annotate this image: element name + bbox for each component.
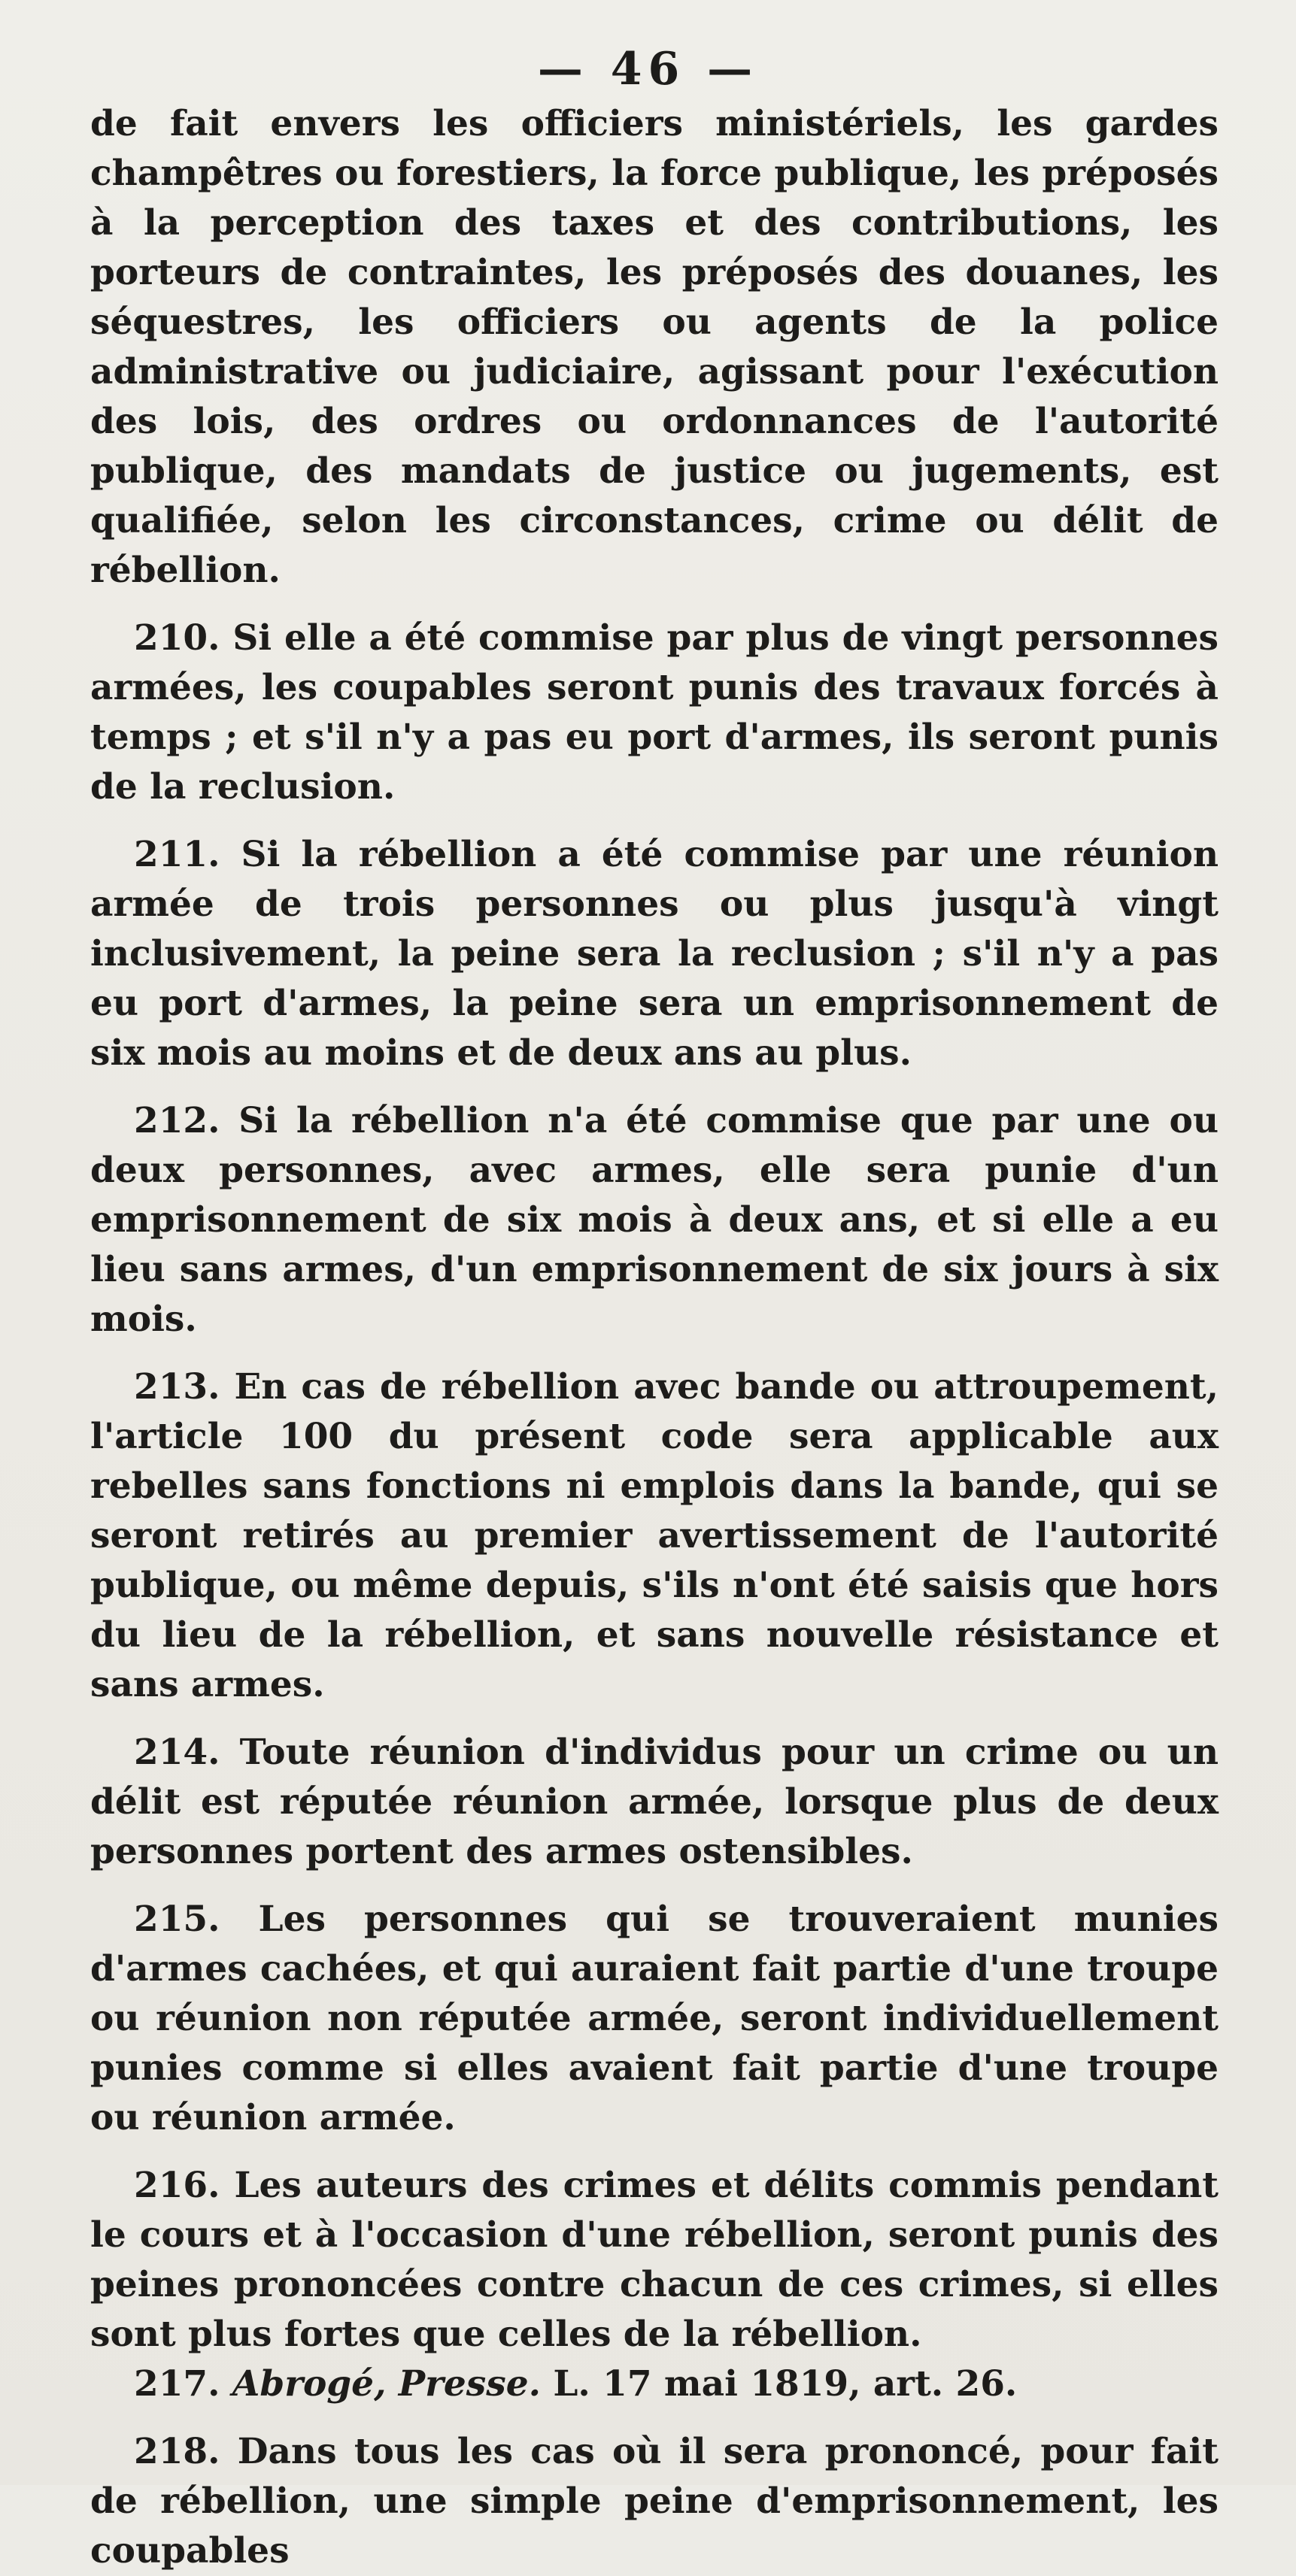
article-218: 218. Dans tous les cas où il sera prononcé, pour fait de rébellion, une simple peine d'emprisonnement, les coupables: [90, 2431, 1219, 2571]
article-215: 215. Les personnes qui se trouveraient munies d'armes cachées, et qui auraient fait partie d'une troupe ou réunion non réputée armée, seront individuellement punies comme si elles avaient fait partie d'une troupe ou réunion armée.: [90, 1899, 1219, 2138]
article-214: 214. Toute réunion d'individus pour un crime ou un délit est réputée réunion armée, lorsque plus de deux personnes portent des armes ostensibles.: [90, 1732, 1219, 1872]
article-211: 211. Si la rébellion a été commise par une réunion armée de trois personnes ou plus jusqu'à vingt inclusivement, la peine sera la reclusion ; s'il n'y a pas eu port d'armes, la peine sera un emprisonnement de six mois au moins et de deux ans au plus.: [90, 834, 1219, 1074]
body-text: [90, 99, 1219, 2576]
article-210: 210. Si elle a été commise par plus de vingt personnes armées, les coupables seront punis des travaux forcés à temps ; et s'il n'y a pas eu port d'armes, ils seront punis de la reclusion.: [90, 617, 1219, 808]
article-216: 216. Les auteurs des crimes et délits commis pendant le cours et à l'occasion d'une rébellion, seront punis des peines prononcées contre chacun de ces crimes, si elles sont plus fortes que celles de la rébellion.: [90, 2165, 1219, 2355]
article-217: [90, 2359, 1219, 2409]
paragraph-continuation: de fait envers les officiers ministériels, les gardes champêtres ou forestiers, la force publique, les préposés à la perception des taxes et des contributions, les porteurs de contraintes, les préposés des douanes, les séquestres, les officiers ou agents de la police administrative ou judiciaire, agissant pour l'exécution des lois, des ordres ou ordonnances de l'autorité publique, des mandats de justice ou jugements, est qualifiée, selon les circonstances, crime ou délit de rébellion.: [90, 103, 1219, 591]
article-217-label: Abrogé, Presse.: [232, 2363, 541, 2405]
article-217-reference: L. 17 mai 1819, art. 26.: [553, 2363, 1018, 2405]
page-header: — 46 —: [537, 43, 759, 95]
article-212: 212. Si la rébellion n'a été commise que par une ou deux personnes, avec armes, elle sera punie d'un emprisonnement de six mois à deux ans, et si elle a eu lieu sans armes, d'un emprisonnement de six jours à six mois.: [90, 1100, 1219, 1340]
article-217-number: 217.: [134, 2363, 220, 2405]
article-213: 213. En cas de rébellion avec bande ou attroupement, l'article 100 du présent code sera applicable aux rebelles sans fonctions ni emplois dans la bande, qui se seront retirés au premier avertissement de l'autorité publique, ou même depuis, s'ils n'ont été saisis que hors du lieu de la rébellion, et sans nouvelle résistance et sans armes.: [90, 1366, 1219, 1705]
